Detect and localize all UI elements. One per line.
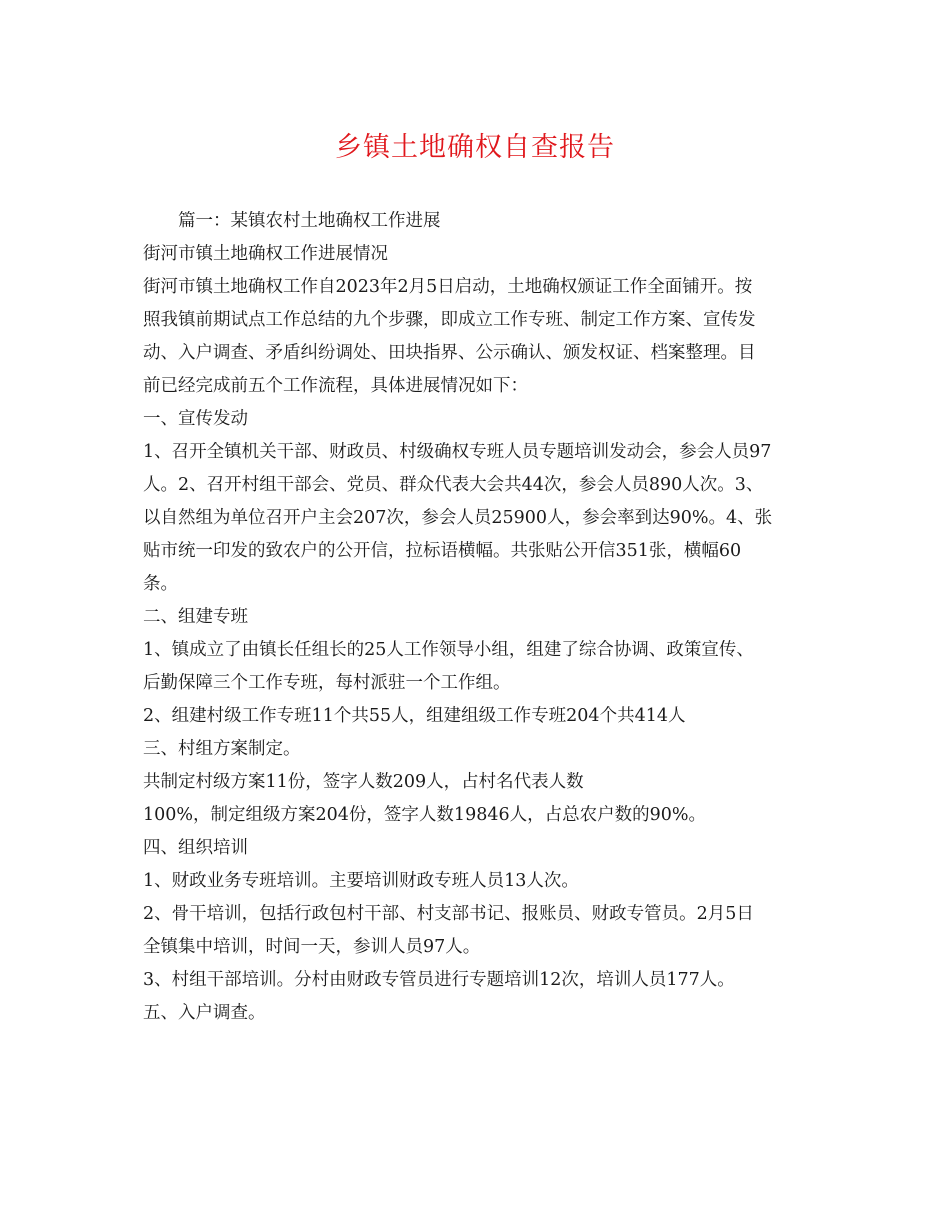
paragraph-line: 1、财政业务专班培训。主要培训财政专班人员13人次。 (143, 871, 579, 891)
paragraph-line: 2、组建村级工作专班11个共55人，组建组级工作专班204个共414人 (143, 706, 686, 726)
paragraph-line: 条。 (143, 574, 178, 594)
paragraph-line: 照我镇前期试点工作总结的九个步骤，即成立工作专班、制定工作方案、宣传发 (143, 310, 756, 330)
paragraph-line: 街河市镇土地确权工作自2023年2月5日启动，土地确权颁证工作全面铺开。按 (143, 277, 753, 297)
section-heading: 一、宣传发动 (143, 409, 248, 429)
report-subtitle: 街河市镇土地确权工作进展情况 (143, 244, 388, 264)
section-heading: 四、组织培训 (143, 838, 248, 858)
paragraph-line: 动、入户调查、矛盾纠纷调处、田块指界、公示确认、颁发权证、档案整理。目 (143, 343, 756, 363)
paragraph-line: 100%，制定组级方案204份，签字人数19846人，占总农户数的90%。 (143, 805, 706, 825)
paragraph-line: 以自然组为单位召开户主会207次，参会人员25900人，参会率到达90%。4、张 (143, 508, 773, 528)
section-heading-part-one: 篇一：某镇农村土地确权工作进展 (178, 211, 441, 231)
paragraph-line: 共制定村级方案11份，签字人数209人，占村名代表人数 (143, 772, 584, 792)
paragraph-line: 后勤保障三个工作专班，每村派驻一个工作组。 (143, 673, 511, 693)
paragraph-line: 全镇集中培训，时间一天，参训人员97人。 (143, 937, 481, 957)
document-body (143, 205, 811, 1030)
paragraph-line: 前已经完成前五个工作流程，具体进展情况如下： (143, 376, 528, 396)
paragraph-line: 1、召开全镇机关干部、财政员、村级确权专班人员专题培训发动会，参会人员97 (143, 442, 772, 462)
section-heading: 二、组建专班 (143, 607, 248, 627)
document-title: 乡镇土地确权自查报告 (335, 132, 615, 163)
section-heading: 三、村组方案制定。 (143, 739, 301, 759)
paragraph-line: 3、村组干部培训。分村由财政专管员进行专题培训12次，培训人员177人。 (143, 970, 735, 990)
section-heading: 五、入户调查。 (143, 1003, 266, 1023)
paragraph-line: 人。2、召开村组干部会、党员、群众代表大会共44次，参会人员890人次。3、 (143, 475, 764, 495)
paragraph-line: 1、镇成立了由镇长任组长的25人工作领导小组，组建了综合协调、政策宣传、 (143, 640, 754, 660)
paragraph-line: 2、骨干培训，包括行政包村干部、村支部书记、报账员、财政专管员。2月5日 (143, 904, 754, 924)
paragraph-line: 贴市统一印发的致农户的公开信，拉标语横幅。共张贴公开信351张，横幅60 (143, 541, 742, 561)
